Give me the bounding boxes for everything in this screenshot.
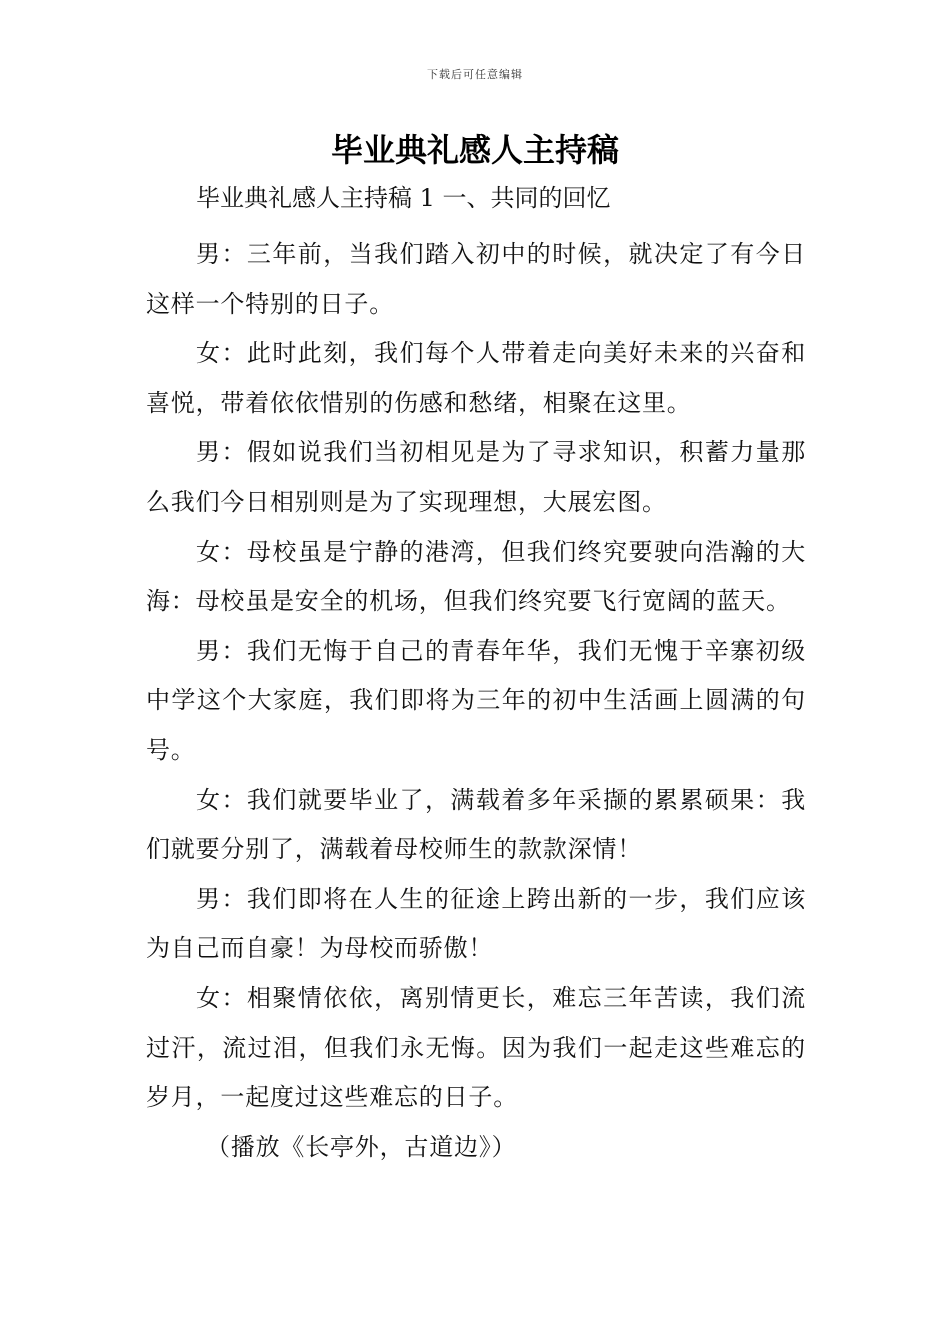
- dialogue-paragraph: 女：此时此刻，我们每个人带着走向美好未来的兴奋和喜悦，带着依依惜别的伤感和愁绪，相聚在这里。: [146, 339, 806, 417]
- dialogue-paragraph: 男：三年前，当我们踏入初中的时候，就决定了有今日这样一个特别的日子。: [146, 240, 806, 318]
- document-body: [146, 230, 806, 1172]
- dialogue-paragraph: 男：假如说我们当初相见是为了寻求知识，积蓄力量那么我们今日相别则是为了实现理想，大展宏图。: [146, 438, 806, 516]
- section-heading: 毕业典礼感人主持稿 1 一、共同的回忆: [196, 184, 611, 212]
- dialogue-paragraph: 男：我们即将在人生的征途上跨出新的一步，我们应该为自己而自豪！为母校而骄傲！: [146, 884, 806, 963]
- document-title: 毕业典礼感人主持稿: [330, 131, 619, 169]
- stage-direction: （播放《长亭外，古道边》）: [206, 1132, 517, 1161]
- dialogue-paragraph: 女：母校虽是宁静的港湾，但我们终究要驶向浩瀚的大海：母校虽是安全的机场，但我们终究要飞行宽阔的蓝天。: [146, 537, 806, 616]
- dialogue-paragraph: 女：我们就要毕业了，满载着多年采撷的累累硕果：我们就要分别了，满载着母校师生的款款深情！: [146, 785, 806, 864]
- dialogue-paragraph: 男：我们无悔于自己的青春年华，我们无愧于辛寨初级中学这个大家庭，我们即将为三年的初中生活画上圆满的句号。: [146, 636, 806, 764]
- header-note: 下载后可任意编辑: [427, 68, 523, 81]
- dialogue-paragraph: 女：相聚情依依，离别情更长，难忘三年苦读，我们流过汗，流过泪，但我们永无悔。因为我们一起走这些难忘的岁月，一起度过这些难忘的日子。: [146, 983, 806, 1112]
